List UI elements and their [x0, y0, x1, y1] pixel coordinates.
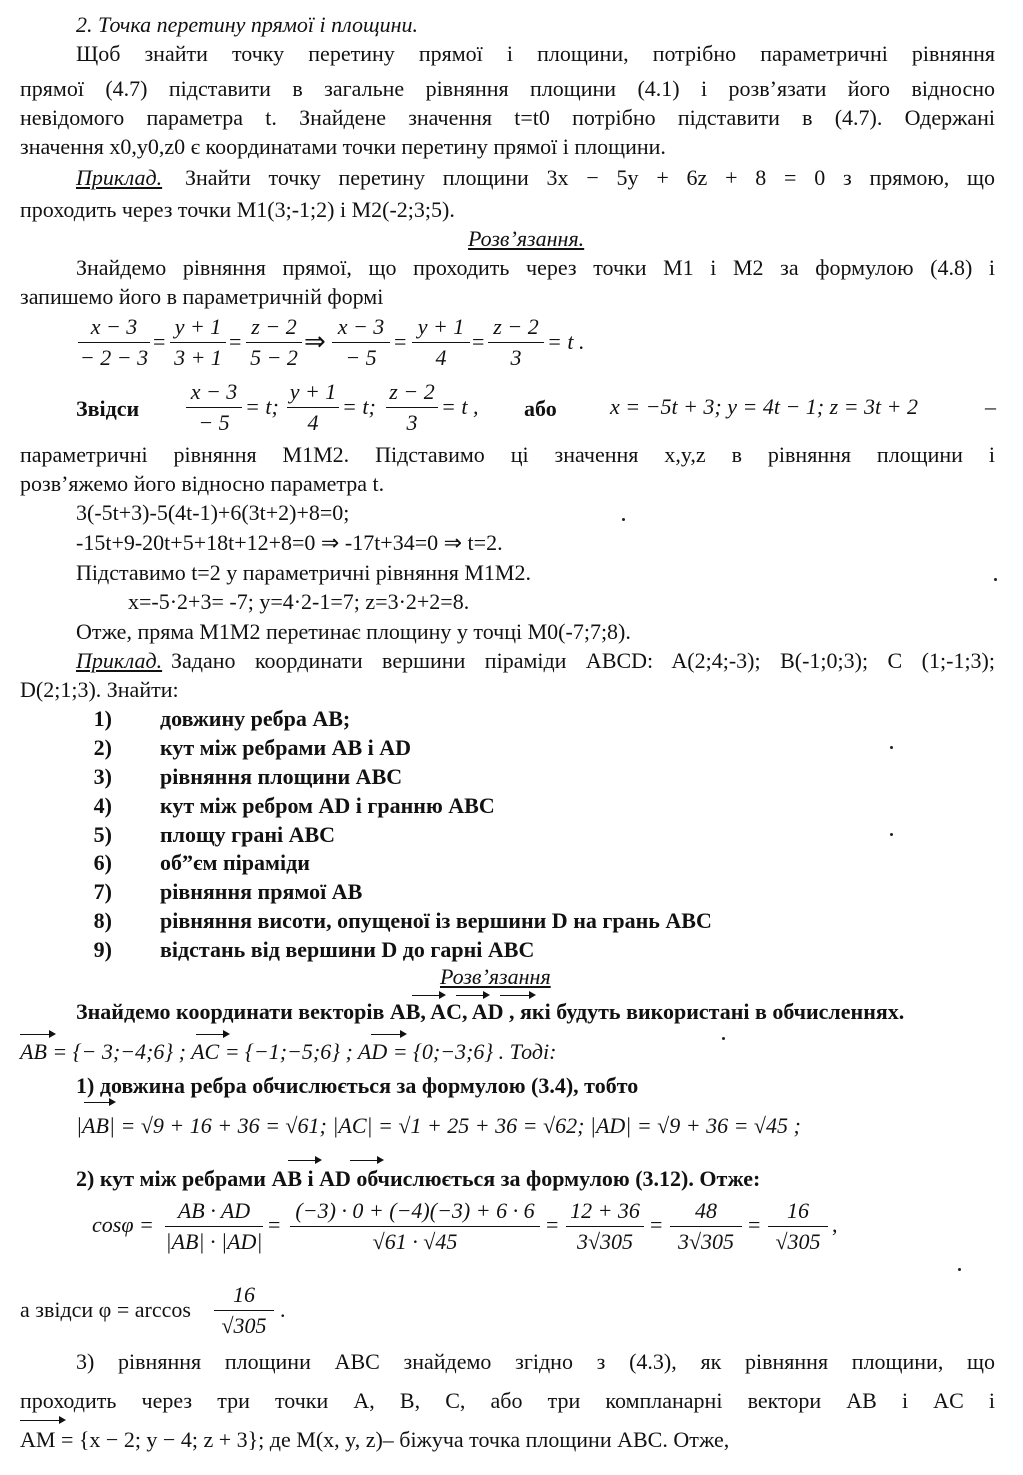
cos-eq1: =: [268, 1212, 281, 1237]
eq2-frac2: y + 1 4: [287, 381, 339, 434]
task-number: 9): [93, 937, 112, 962]
task-number: 4): [93, 793, 112, 818]
task-number: 8): [93, 908, 112, 933]
example2-label: Приклад.: [76, 648, 163, 673]
cos-frac5: 16 √305: [768, 1200, 828, 1253]
eq2-param: x = −5t + 3; y = 4t − 1; z = 3t + 2: [610, 394, 918, 419]
arccos-dot: .: [280, 1297, 286, 1322]
eq2-dash: –: [985, 394, 996, 419]
calc-line2: -15t+9-20t+5+18t+12+8=0 ⇒ -17t+34=0 ⇒ t=2.: [76, 530, 503, 555]
task-item: кут між ребрами AB і AD: [160, 735, 412, 760]
scan-speck: [622, 518, 625, 521]
eq1-equals1: =: [153, 329, 166, 354]
para1-line3: невідомого параметра t. Знайдене значення t=t0 потрібно підставити в (4.7). Одержані: [20, 105, 995, 130]
solution-heading: Розв’язання.: [468, 226, 585, 251]
scan-speck: [722, 1037, 725, 1040]
task-number: 3): [93, 764, 112, 789]
eq1-frac3: z − 2 5 − 2: [246, 316, 302, 369]
task-number: 5): [93, 822, 112, 847]
vector-arrow-ad-4: [350, 1160, 382, 1161]
eq1-frac5: y + 1 4: [412, 316, 470, 369]
step2-text: 2) кут між ребрами AB і AD обчислюється за формулою (3.12). Отже:: [76, 1166, 761, 1191]
scan-speck: [958, 1268, 961, 1271]
arccos-frac: 16 √305: [214, 1284, 274, 1337]
scan-speck: [994, 578, 997, 581]
para2-line1: параметричні рівняння M1M2. Підставимо ці значення x,y,z в рівняння площини і: [20, 442, 995, 467]
eq1-frac2: y + 1 3 + 1: [170, 316, 226, 369]
cos-eq3: =: [650, 1212, 663, 1237]
step1-text: 1) довжина ребра обчислюється за формулою (3.4), тобто: [76, 1073, 639, 1098]
task-item: площу грані ABC: [160, 822, 336, 847]
example2-line1: Задано координати вершини піраміди ABCD: A(2;4;-3); B(-1;0;3); C (1;-1;3);: [171, 648, 995, 673]
calc-line5: Отже, пряма M1M2 перетинає площину у точці M0(-7;7;8).: [76, 619, 631, 644]
task-item: об”єм піраміди: [160, 850, 310, 875]
vectors-values: AB = {− 3;−4;6} ; AC = {−1;−5;6} ; AD = {0;−3;6} . Тоді:: [20, 1039, 557, 1064]
calc-line4: x=-5·2+3= -7; y=4·2-1=7; z=3·2+2=8.: [128, 589, 470, 614]
step3-line2: проходить через три точки A, B, C, або три компланарні вектори AB і AC і: [20, 1388, 995, 1413]
eq1-implies: ⇒: [304, 327, 326, 356]
step3-line1: 3) рівняння площини ABC знайдемо згідно з (4.3), як рівняння площини, що: [76, 1349, 995, 1374]
eq1-tail: = t .: [547, 329, 585, 354]
task-number: 2): [93, 735, 112, 760]
example1-label: Приклад.: [76, 165, 163, 190]
eq1-equals3: =: [394, 329, 407, 354]
vector-arrow-am: [20, 1420, 64, 1421]
lengths-formula: |AB| = √9 + 16 + 36 = √61; |AC| = √1 + 25 + 36 = √62; |AD| = √9 + 36 = √45 ;: [76, 1113, 801, 1138]
para2-line2: розв’яжемо його відносно параметра t.: [20, 471, 385, 496]
solution-line1: Знайдемо рівняння прямої, що проходить через точки M1 і M2 за формулою (4.8) і: [76, 255, 995, 280]
scan-speck: [890, 746, 893, 749]
task-item: довжину ребра AB;: [160, 706, 351, 731]
task-number: 7): [93, 879, 112, 904]
eq2-t1: = t;: [245, 394, 279, 419]
task-item: рівняння прямої AB: [160, 879, 363, 904]
arccos-lhs: а звідси φ = arccos: [20, 1297, 191, 1322]
example1-line1: Знайти точку перетину площини 3x − 5y + 6z + 8 = 0 з прямою, що: [185, 165, 995, 190]
vectors-intro: Знайдемо координати векторів AB, AC, AD , які будуть використані в обчисленнях.: [76, 999, 905, 1024]
cos-eq2: =: [546, 1212, 559, 1237]
task-item: кут між ребром AD і гранню ABC: [160, 793, 495, 818]
eq2-frac1: x − 3 − 5: [186, 381, 242, 434]
cos-frac1: AB · AD |AB| · |AD|: [165, 1198, 263, 1254]
cos-frac3: 12 + 36 3√305: [566, 1200, 644, 1253]
task-item: відстань від вершини D до гарні ABC: [160, 937, 535, 962]
eq1-equals4: =: [472, 329, 485, 354]
para1-line2: прямої (4.7) підставити в загальне рівняння площини (4.1) і розв’язати його відносно: [20, 76, 995, 101]
task-item: рівняння висоти, опущеної із вершини D на грань ABC: [160, 908, 712, 933]
vector-arrow-ac: [456, 995, 488, 996]
cos-frac2: (−3) · 0 + (−4)(−3) + 6 · 6 √61 · √45: [290, 1200, 540, 1253]
vector-arrow-ad: [500, 995, 534, 996]
eq1-frac4: x − 3 − 5: [332, 316, 390, 369]
solution-line2: запишемо його в параметричній формі: [20, 284, 384, 309]
vector-arrow-ab-3: [84, 1102, 114, 1103]
vector-arrow-ab-4: [288, 1160, 320, 1161]
calc-line1: 3(-5t+3)-5(4t-1)+6(3t+2)+8=0;: [76, 500, 350, 525]
cos-comma: ,: [832, 1212, 838, 1237]
vector-arrow-ac-2: [196, 1034, 228, 1035]
vector-arrow-ab-2: [20, 1034, 54, 1035]
example2-line2: D(2;1;3). Знайти:: [20, 677, 179, 702]
step3-line3: AM = {x − 2; y − 4; z + 3}; де M(x, y, z)– біжуча точка площини ABC. Отже,: [20, 1427, 730, 1452]
para1-line4: значення x0,y0,z0 є координатами точки перетину прямої і площини.: [20, 134, 666, 159]
eq2-frac3: z − 2 3: [386, 381, 438, 434]
eq1-frac6: z − 2 3: [488, 316, 544, 369]
eq2-abo: або: [524, 396, 557, 421]
task-number: 1): [93, 706, 112, 731]
solution-heading-2: Розв’язання: [440, 964, 551, 989]
eq2-t3: = t ,: [441, 394, 479, 419]
eq2-zvidsy: Звідси: [76, 396, 140, 421]
task-number: 6): [93, 850, 112, 875]
section-heading: 2. Точка перетину прямої і площини.: [76, 12, 418, 37]
eq2-t2: = t;: [342, 394, 376, 419]
cos-lhs: cosφ =: [92, 1212, 154, 1237]
eq1-frac1: x − 3 − 2 − 3: [79, 314, 149, 370]
example1-line2: проходить через точки M1(3;-1;2) і M2(-2;3;5).: [20, 197, 455, 222]
vector-arrow-ad-2: [371, 1034, 405, 1035]
vector-arrow-ab: [412, 995, 444, 996]
para1-line1: Щоб знайти точку перетину прямої і площини, потрібно параметричні рівняння: [76, 41, 995, 66]
eq1-equals2: =: [229, 329, 242, 354]
task-item: рівняння площини ABC: [160, 764, 403, 789]
cos-eq4: =: [748, 1212, 761, 1237]
scan-speck: [890, 833, 893, 836]
calc-line3: Підставимо t=2 у параметричні рівняння M1M2.: [76, 560, 531, 585]
cos-frac4: 48 3√305: [670, 1200, 742, 1253]
